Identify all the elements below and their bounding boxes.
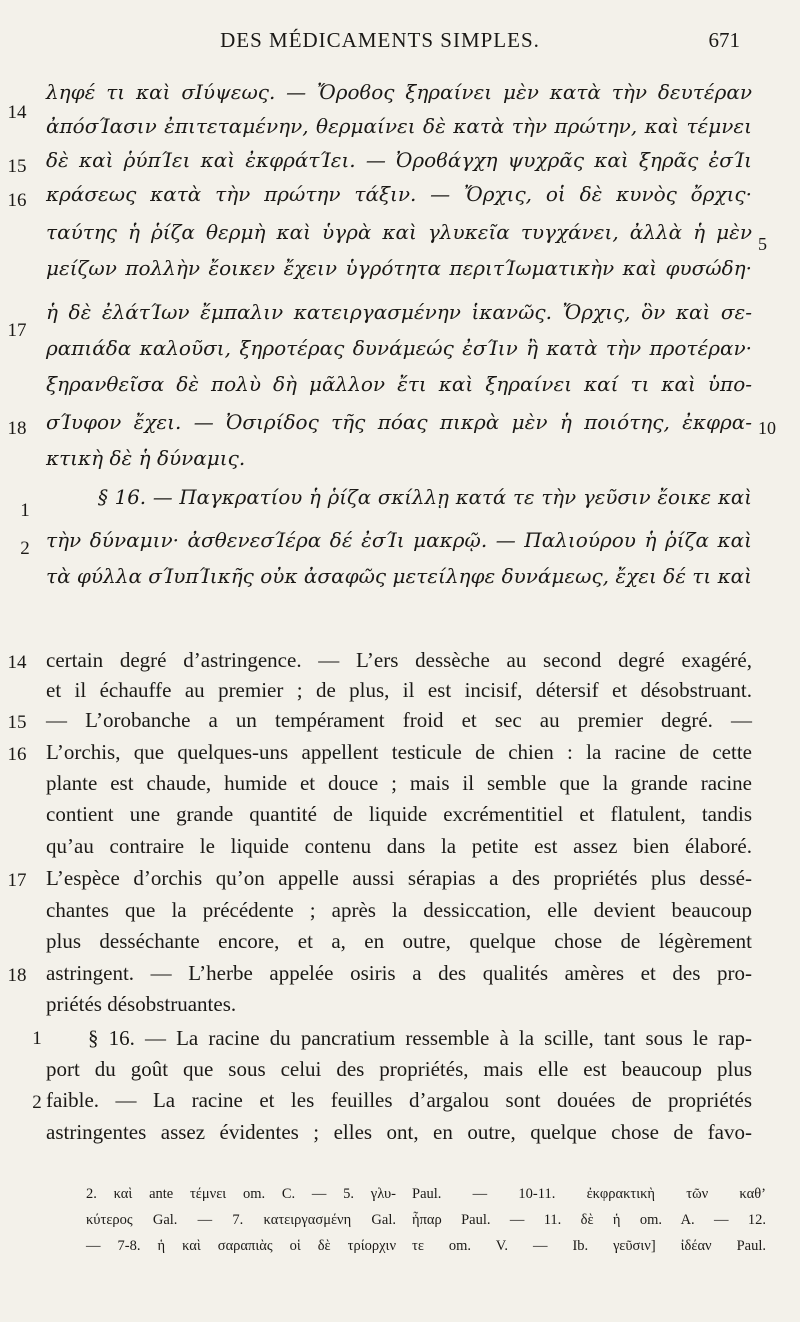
french-line: [0, 708, 800, 744]
french-text: astringent. — L’herbe appelée osiris a des qualités amères et des pro-: [46, 961, 752, 985]
line-number: 17: [7, 870, 27, 891]
greek-line: [0, 372, 800, 408]
french-text: faible. — La racine et les feuilles d’argalou sont douées de propriétés: [46, 1088, 752, 1112]
greek-text: ἡ δὲ ἐλάτΊων ἔμπαλιν κατειργασμένην ἱκανῶς. Ὄρχις, ὃν καὶ σε-: [46, 300, 752, 324]
line-number: 1: [32, 1028, 42, 1049]
line-number: 18: [7, 965, 27, 986]
french-text: L’espèce d’orchis qu’on appelle aussi sérapias a des propriétés plus dessé-: [46, 866, 752, 890]
greek-line: [0, 80, 800, 123]
greek-text: τὴν δύναμιν· ἀσθενεσΊέρα δέ ἐσΊι μακρῷ. — Παλιούρου ἡ ῥίζα καὶ: [46, 528, 752, 552]
greek-line: [0, 148, 800, 184]
line-number: 18: [7, 418, 27, 439]
greek-text: ἀπόσΊασιν ἐπιτεταμένην, θερμαίνει δὲ κατὰ τὴν πρώτην, καὶ τέμνει: [46, 114, 752, 138]
greek-line: [0, 564, 800, 600]
line-number: 15: [7, 156, 27, 177]
french-text: qu’au contraire le liquide contenu dans la petite est assez bien élaboré.: [46, 834, 752, 858]
greek-line: [0, 410, 800, 446]
footnote-line: 2. καὶ ante τέμνει om. C. — 5. γλυ-: [86, 1186, 396, 1202]
line-number: 14: [7, 652, 27, 673]
french-line: [0, 929, 800, 965]
greek-text: ταύτης ἡ ῥίζα θερμὴ καὶ ὑγρὰ καὶ γλυκεῖα τυγχάνει, ἀλλὰ ἡ μὲν: [46, 220, 752, 244]
french-text: certain degré d’astringence. — L’ers dessèche au second degré exagéré,: [46, 648, 752, 672]
greek-text: σΊυφον ἔχει. — Ὀσιρίδος τῆς πόας πικρὰ μὲν ἡ ποιότης, ἐκφρα-: [46, 410, 752, 434]
greek-line: [0, 292, 800, 341]
footnote-line: ἧπαρ Paul. — 11. δὲ ἡ om. A. — 12.: [412, 1212, 766, 1228]
footnote-line: κύτερος Gal. — 7. κατειργασμένη Gal.: [86, 1212, 396, 1228]
french-text: contient une grande quantité de liquide excrémentitiel et flatulent, tandis: [46, 802, 752, 826]
french-line: [0, 866, 800, 902]
line-number: 16: [7, 744, 27, 765]
greek-line: [0, 182, 800, 218]
french-text: priétés désobstruantes.: [46, 992, 237, 1016]
greek-text: ραπιάδα καλοῦσι, ξηροτέρας δυνάμεώς ἐσΊιν ἢ κατὰ τὴν προτέραν·: [46, 336, 752, 360]
margin-number: 5: [758, 234, 767, 254]
line-number: 1: [20, 500, 30, 521]
greek-line: [0, 114, 800, 150]
greek-line: [0, 336, 800, 372]
greek-text: κτικὴ δὲ ἡ δύναμις.: [46, 446, 246, 470]
french-text: plante est chaude, humide et douce ; mais il semble que la grande racine: [46, 771, 752, 795]
greek-line: [0, 486, 800, 522]
french-text: — L’orobanche a un tempérament froid et sec au premier degré. —: [46, 708, 752, 732]
line-number: 17: [7, 320, 27, 341]
french-text: § 16. — La racine du pancratium ressemble à la scille, tant sous le rap-: [88, 1026, 752, 1050]
greek-text: μείζων πολλὴν ἔοικεν ἔχειν ὑγρότητα περιτΊωματικὴν καὶ φυσώδη·: [46, 256, 752, 280]
line-number: 2: [20, 538, 30, 559]
line-number: 15: [7, 712, 27, 733]
footnote-line: τε om. V. — Ib. γεῦσιν] ἰδέαν Paul.: [412, 1238, 766, 1254]
french-line: [0, 802, 800, 838]
line-number: 14: [7, 102, 27, 123]
page-number: 671: [708, 28, 740, 52]
line-number: 2: [32, 1092, 42, 1113]
line-number: 16: [7, 190, 27, 211]
greek-text: ληφέ τι καὶ σΙύψεως. — Ὄροϐος ξηραίνει μὲν κατὰ τὴν δευτέραν: [46, 80, 752, 104]
french-text: L’orchis, que quelques-uns appellent testicule de chien : la racine de cette: [46, 740, 752, 764]
greek-line: [0, 528, 800, 564]
french-text: et il échauffe au premier ; de plus, il est incisif, détersif et désobstruant.: [46, 678, 752, 702]
french-text: astringentes assez évidentes ; elles ont, en outre, quelque chose de favo-: [46, 1120, 752, 1144]
french-line: [0, 1120, 800, 1156]
running-title: DES MÉDICAMENTS SIMPLES.: [220, 28, 540, 52]
footnote-line: — 7-8. ἡ καὶ σαραπιὰς οἱ δὲ τρίορχιν: [86, 1238, 396, 1254]
french-text: port du goût que sous celui des propriétés, mais elle est beaucoup plus: [46, 1057, 752, 1081]
footnote-line: Paul. — 10-11. ἐκφρακτικὴ τῶν καθ’: [412, 1186, 766, 1202]
greek-text: ξηρανθεῖσα δὲ πολὺ δὴ μᾶλλον ἔτι καὶ ξηραίνει καί τι καὶ ὑπο-: [46, 372, 752, 396]
french-line: [0, 992, 800, 1028]
greek-line: [0, 220, 800, 256]
margin-number: 10: [758, 418, 776, 438]
french-text: chantes que la précédente ; après la dessiccation, elle devient beaucoup: [46, 898, 752, 922]
page-header: [0, 28, 800, 58]
french-text: plus desséchante encore, et a, en outre, quelque chose de légèrement: [46, 929, 752, 953]
greek-line: [0, 446, 800, 482]
greek-text: § 16. — Παγκρατίου ἡ ῥίζα σκίλλῃ κατά τε τὴν γεῦσιν ἔοικε καὶ: [98, 486, 752, 509]
french-line: [0, 1088, 800, 1124]
greek-text: τὰ φύλλα σΊυπΊικῆς οὐκ ἀσαφῶς μετείληφε δυνάμεως, ἔχει δέ τι καὶ: [46, 564, 753, 588]
greek-text: δὲ καὶ ῥύπΊει καὶ ἐκφράτΊει. — Ὀροϐάγχη ψυχρᾶς καὶ ξηρᾶς ἐσΊι: [46, 148, 752, 172]
greek-line: [0, 234, 800, 292]
greek-text: κράσεως κατὰ τὴν πρώτην τάξιν. — Ὄρχις, οἱ δὲ κυνὸς ὄρχις·: [46, 182, 752, 206]
french-line: [0, 834, 800, 870]
